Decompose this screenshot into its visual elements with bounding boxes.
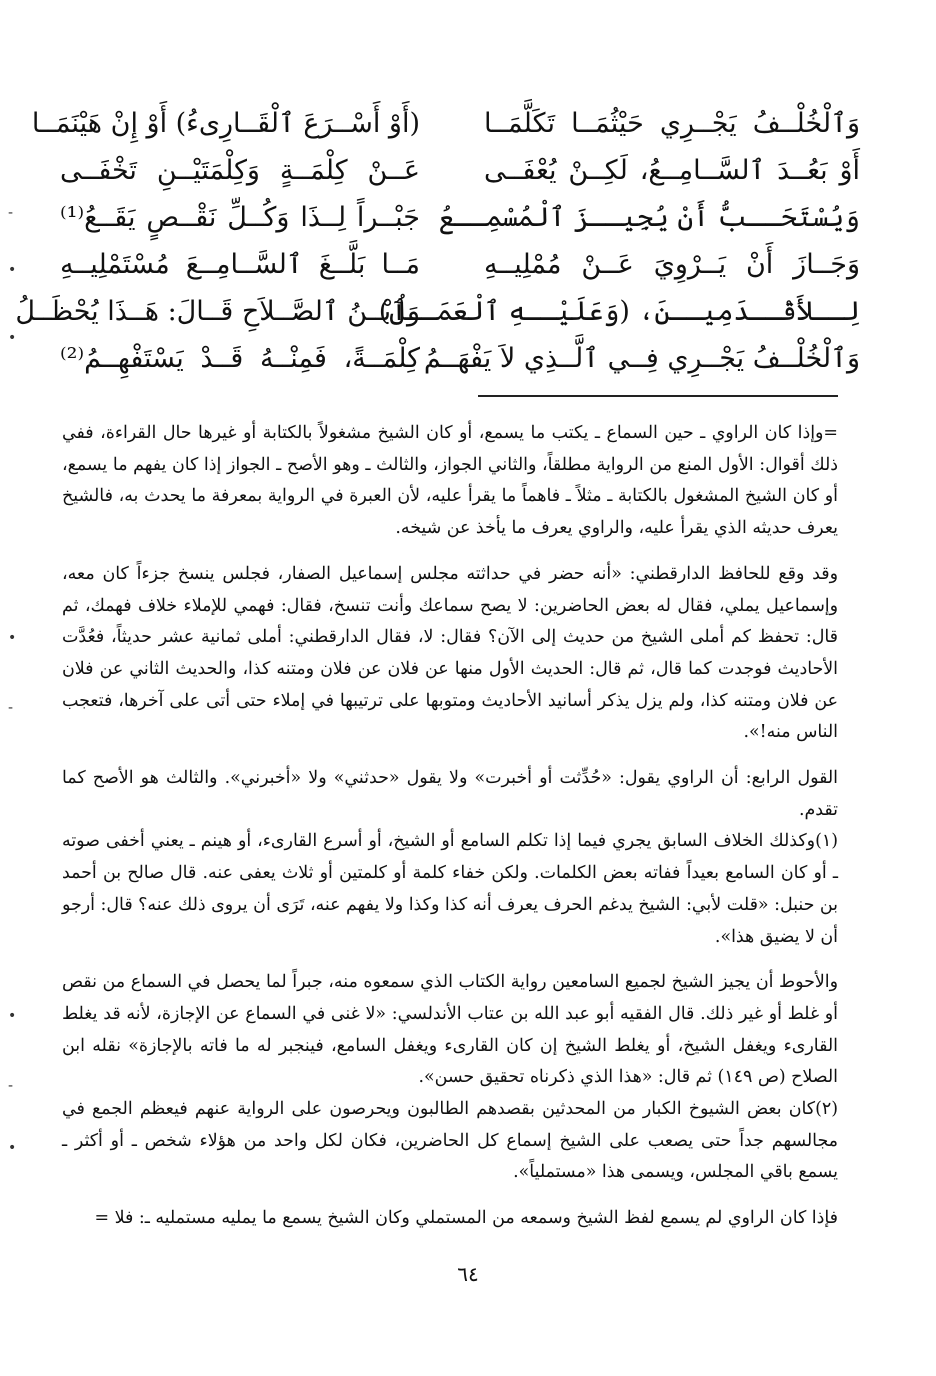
margin-speck: • — [8, 262, 17, 278]
commentary-paragraph: فإذا كان الراوي لم يسمع لفظ الشيخ وسمعه من المستملي وكان الشيخ يسمع ما يمليه مستمليه ـ: فلا = — [94, 1208, 838, 1229]
poem-left-column — [15, 100, 420, 382]
verse-line: لِــلأَقْــدَمِيــنَ، (وَعَلَيْــهِ ٱلْعَمَــلُ) — [378, 296, 860, 327]
verse-line: وَٱلْخُلْــفُ يَجْــرِي حَيْثُمَــا تَكَلَّمَــا — [484, 108, 860, 139]
footnote-1: (١)وكذلك الخلاف السابق يجري فيما إذا تكلم السامع أو الشيخ، أو أسرع القارىء، أو هينم ـ يعني أخفى صوته ـ أو كان السامع بعيداً ففاته بعض الكلمات. ولكن خفاء كلمة أو كلمتين أو ثلاث يعفى عنه. قال صالح بن أحمد بن حنبل: «قلت لأبي: الشيخ يدغم الحرف يعرف أنه كذا وكذا ولا يفهم عنه، تَرَى أن يروى ذلك عنه؟ قال: أرجو أن لا يضيق هذا». — [62, 831, 838, 947]
verse-line: (أَوْ أَسْــرَعَ ٱلْقَــارِىءُ) أَوْ إِنْ هَيْنَمَــا — [31, 108, 420, 139]
verse-line: وَجَــازَ أَنْ يَــرْوِيَ عَــنْ مُمْلِيــهِ — [484, 249, 860, 280]
verse-line: وَٱبْــنُ ٱلصَّــلاَحِ قَــالَ: هَــذَا يُحْظَــلُ — [15, 296, 420, 327]
poem-right-column — [378, 100, 860, 382]
verse-line: أَوْ بَعُــدَ ٱلسَّــامِــعُ، لَكِــنْ يُعْفَــى — [484, 155, 860, 186]
margin-speck: • — [8, 630, 17, 646]
margin-speck: • — [8, 1140, 17, 1156]
margin-speck: • — [8, 1008, 17, 1024]
footnote-2: (٢)كان بعض الشيوخ الكبار من المحدثين بقصدهم الطالبون ويحرصون على الرواية عنهم فيعظم الجمع في مجالسهم جداً حتى يصعب على الشيخ إسماع كل الحاضرين، فكان لكل واحد من هؤلاء شخص ـ أو أكثر ـ يسمع باقي المجلس، ويسمى هذا «مستملياً». — [62, 1099, 839, 1183]
commentary-paragraph: وقد وقع للحافظ الدارقطني: «أنه حضر في حداثته مجلس إسماعيل الصفار، فجلس ينسخ جزءاً كان معه، وإسماعيل يملي، فقال له بعض الحاضرين: لا يصح سماعك وأنت تنسخ، فقال: فهمي للإملاء خلاف فهمك، ثم قال: تحفظ كم أملى الشيخ من حديث إلى الآن؟ فقال: لا، فقال الدارقطني: أملى ثمانية عشر حديثاً، فعُدَّت الأحاديث فوجدت كما قال، ثم قال: الحديث الأول منها عن فلان عن فلان ومتنه كذا، والحديث الثاني عن فلان عن فلان ومتنه كذا، ولم يزل يذكر أسانيد الأحاديث ومتوبها على ترتيبها في إملاء حتى أتى على آخرها، فتعجب الناس منه!». — [62, 563, 838, 743]
commentary-text — [62, 418, 838, 1235]
margin-speck: - — [8, 205, 14, 221]
commentary-paragraph: والأحوط أن يجيز الشيخ لجميع السامعين رواية الكتاب الذي سمعوه منه، جبراً لما يحصل في السماع من نقص أو غلط أو غير ذلك. قال الفقيه أبو عبد الله بن عتاب الأندلسي: «لا غنى في السماع عن الإجازة، لأنه قد يغلط القارىء ويغفل الشيخ، أو يغلط الشيخ إن كان القارىء ويغفل السامع، فينجبر له ما فاته بالإجازة» نقله ابن الصلاح (ص ١٤٩) ثم قال: «هذا الذي ذكرناه تحقيق حسن». — [62, 972, 838, 1088]
verse-line: وَيُسْتَحَــبُّ أَنْ يُجِيــزَ ٱلْمُسْمِــعُ — [438, 202, 860, 233]
margin-speck: • — [8, 330, 17, 346]
poem-divider-rule — [478, 395, 838, 397]
verse-line: كِلْمَــةً، فَمِنْــهُ قَــدْ يَسْتَفْهِــمُ⁽²⁾ — [60, 343, 420, 374]
verse-line: جَبْــراً لِــذَا وَكُــلِّ نَقْــصٍ يَقَــعُ⁽¹⁾ — [60, 202, 420, 233]
margin-speck: - — [8, 700, 14, 716]
page-number: ٦٤ — [457, 1262, 479, 1286]
verse-line: مَــا بَلَّــغَ ٱلسَّــامِــعَ مُسْتَمْلِيــهِ — [60, 249, 420, 280]
poem-block — [15, 100, 860, 380]
margin-speck: - — [8, 1078, 14, 1094]
verse-line: عَــنْ كِلْمَــةٍ وَكِلْمَتَيْــنِ تَخْفَــى — [60, 155, 420, 186]
commentary-paragraph: =وإذا كان الراوي ـ حين السماع ـ يكتب ما يسمع، أو كان الشيخ مشغولاً بالكتابة أو غيرها حال القراءة، ففي ذلك أقوال: الأول المنع من الرواية مطلقاً، والثاني الجواز، والثالث ـ وهو الأصح ـ الجواز إذا كان يفهم ما يسمع، أو كان الشيخ المشغول بالكتابة ـ مثلاً ـ فاهماً ما يقرأ عليه، لأن العبرة في الرواية بمعرفة ما يحدث به، فالشيخ يعرف حديثه الذي يقرأ عليه، والراوي يعرف ما يأخذ عن شيخه. — [62, 423, 838, 539]
verse-line: وَٱلْخُلْــفُ يَجْــرِي فِــي ٱلَّــذِي لاَ يَفْهَــمُ — [423, 343, 860, 374]
commentary-paragraph: القول الرابع: أن الراوي يقول: «حُدِّثت أو أخبرت» ولا يقول «حدثني» ولا «أخبرني». والثالث هو الأصح كما تقدم. — [62, 768, 838, 820]
